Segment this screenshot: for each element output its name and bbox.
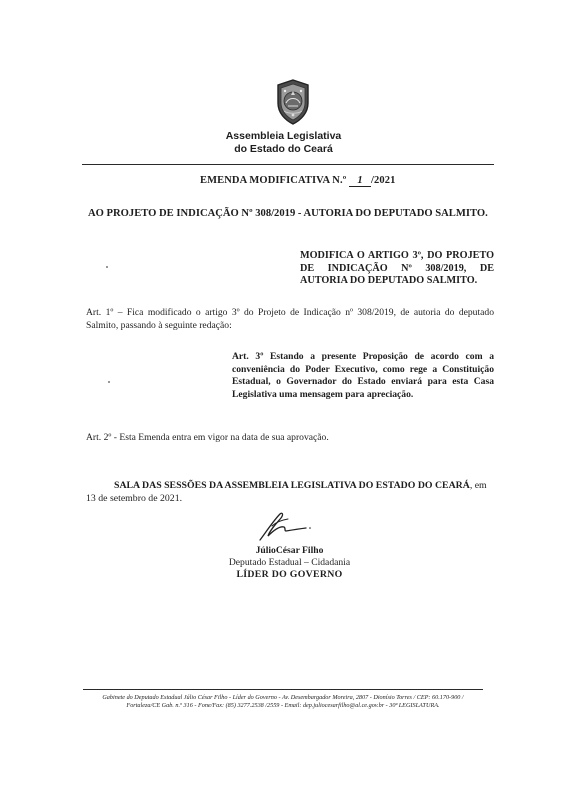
document-subject: AO PROJETO DE INDICAÇÃO Nº 308/2019 - AUTORIA DO DEPUTADO SALMITO. [88, 208, 488, 219]
scan-speck [106, 266, 108, 268]
footer-line: Fortaleza/CE Gab. n.º 316 - Fone/Fax: (85) 3277.2538 /2559 - Email: dep.juliocesarfilho@al.ce.gov.br - 30ª LEGISLATURA. [126, 702, 440, 709]
ementa [300, 250, 494, 288]
closing-paragraph [86, 480, 496, 505]
ceara-coat-of-arms-icon [272, 79, 314, 125]
scan-speck [108, 381, 110, 383]
institution-name-line2: do Estado do Ceará [234, 143, 333, 155]
footer-line: Gabinete do Deputado Estadual Júlio César Filho - Líder do Governo - Av. Desembargador Moreira, 2807 - Dionísio Torres / CEP: 60.170-900 / [102, 694, 464, 701]
ementa-line: MODIFICA O ARTIGO 3º, DO PROJETO [300, 250, 494, 261]
title-suffix: /2021 [371, 175, 396, 186]
footer [83, 694, 483, 710]
title-prefix: EMENDA MODIFICATIVA N.º [200, 175, 347, 186]
quoted-article-3: Art. 3º Estando a presente Proposição de acordo com a conveniência do Poder Executivo, como rege a Constituição Estadual, o Governador do Estado enviará para esta Casa Legislativa uma mensagem para apreciação. [232, 351, 494, 401]
signatory-name: JúlioCésar Filho [255, 545, 324, 556]
signatory-leadership: LÍDER DO GOVERNO [236, 569, 343, 580]
title-number: 1 [349, 176, 371, 187]
footer-divider [83, 689, 483, 690]
signatory-role: Deputado Estadual – Cidadania [228, 557, 351, 568]
closing-venue: SALA DAS SESSÕES DA ASSEMBLEIA LEGISLATIVA DO ESTADO DO CEARÁ [114, 480, 470, 491]
document-title [200, 175, 395, 187]
article-2: Art. 2º - Esta Emenda entra em vigor na data de sua aprovação. [86, 432, 329, 443]
ementa-line: AUTORIA DO DEPUTADO SALMITO. [300, 275, 478, 286]
handwritten-signature [254, 510, 314, 542]
closing-date: , em 13 de setembro de 2021. [86, 480, 487, 504]
ementa-line: DE INDICAÇÃO Nº 308/2019, DE [300, 262, 494, 274]
header-divider [82, 164, 494, 165]
institution-name-line1: Assembleia Legislativa [225, 130, 342, 142]
article-1: Art. 1º – Fica modificado o artigo 3º do Projeto de Indicação nº 308/2019, de autoria do deputado Salmito, passando à seguinte redação: [86, 307, 494, 331]
